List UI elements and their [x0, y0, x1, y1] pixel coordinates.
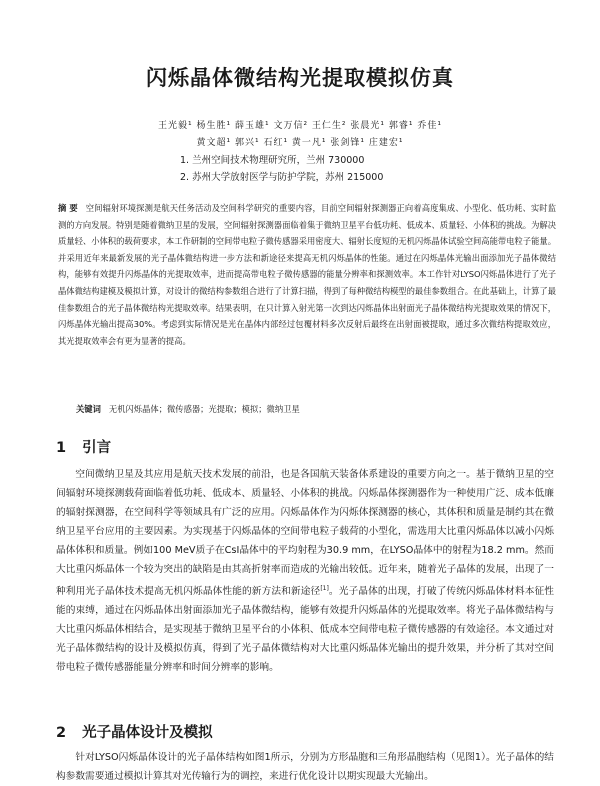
abstract-label: 摘 要	[58, 203, 78, 213]
affiliation-1: 1. 兰州空间技术物理研究所，兰州 730000	[180, 155, 365, 166]
paper-title: 闪烁晶体微结构光提取模拟仿真	[146, 66, 454, 90]
keywords	[76, 403, 556, 415]
keywords-text: 无机闪烁晶体；微传感器；光提取；模拟；微纳卫星	[108, 404, 300, 414]
introduction-paragraph	[56, 465, 554, 677]
section-number: 2	[56, 725, 67, 741]
affiliation-2: 2. 苏州大学放射医学与防护学院，苏州 215000	[180, 172, 384, 183]
section-title: 光子晶体设计及模拟	[82, 725, 213, 741]
abstract	[58, 200, 556, 349]
author-list-line-1: 王光毅¹ 杨生胜¹ 薛玉雄¹ 文万信² 王仁生² 张晨光¹ 郭睿¹ 乔佳¹	[158, 121, 442, 131]
section-title: 引言	[82, 440, 112, 456]
paragraph-text: 针对LYSO闪烁晶体设计的光子晶体结构如图1所示，分别为方形晶胞和三角形晶胞结构（见图1）。光子晶体的结构参数需要通过模拟计算其对光传输行为的调控，来进行优化设计以期实现最大光输出。	[56, 752, 554, 782]
abstract-text: 空间辐射环境探测是航天任务活动及空间科学研究的重要内容，目前空间辐射探测器正向着高度集成、小型化、低功耗、实时监测的方向发展。特别是随着微纳卫星的发展，空间辐射探测器面临着集于微纳卫星平台低功耗、低成本、质量轻、小体积的挑战。为解决质量轻、小体积的载荷要求，本工作研制的空间带电粒子微传感器采用密度大、辐射长度短的无机闪烁晶体试验空间高能带电粒子能量。并采用近年来最新发展的光子晶体微结构进一步方法和新途径来提高无机闪烁晶体的性能。通过在闪烁晶体光输出面添加光子晶体微结构，能够有效提升闪烁晶体的光提取效率，进而提高带电粒子微传感器的能量分辨率和探测效率。本工作针对LYSO闪烁晶体进行了光子晶体微结构建模及模拟计算，对设计的微结构参数组合进行了计算扫描，得到了每种微结构模型的最佳参数组合。在此基础上，计算了最佳参数组合的光子晶体微结构光提取效率。结果表明，在只计算入射光第一次到达闪烁晶体出射面光子晶体微结构光提取效果的情况下，闪烁晶体光输出提高30%。考虑到实际情况是光在晶体内部经过包覆材料多次反射后最终在出射面被提取，通过多次微结构提取效应，其光提取效率会有更为显著的提高。	[58, 203, 556, 346]
author-list-line-2: 黄文超¹ 郭兴¹ 石红¹ 黄一凡¹ 张剑锋¹ 庄建宏¹	[196, 138, 404, 148]
section-number: 1	[56, 440, 67, 456]
section-heading-photonic-crystal-design	[56, 721, 213, 742]
citation-ref: [1]	[320, 585, 329, 592]
section-heading-introduction	[56, 436, 111, 457]
design-paragraph	[56, 748, 554, 786]
paragraph-text: 空间微纳卫星及其应用是航天技术发展的前沿，也是各国航天装备体系建设的重要方向之一。基于微纳卫星的空间辐射环境探测载荷面临着低功耗、低成本、质量轻、小体积的挑战。闪烁晶体探测器作为一种使用广泛、成本低廉的辐射探测器，在空间科学等领域具有广泛的应用。闪烁晶体作为闪烁体探测器的核心，其体积和质量是制约其在微纳卫星平台应用的主要因素。为实现基于闪烁晶体的空间带电粒子载荷的小型化，需选用大比重闪烁晶体以减小闪烁晶体体积和质量。例如100 MeV质子在CsI晶体中的平均射程为30.9 mm，在LYSO晶体中的射程为18.2 mm。然而大比重闪烁晶体一个较为突出的缺陷是由其高折射率而造成的光输出较低。近年来，随着光子晶体的发展，出现了一种利用光子晶体技术提高无机闪烁晶体性能的新方法和新途径	[56, 469, 554, 598]
paragraph-text-continued: 。光子晶体的出现，打破了传统闪烁晶体材料本征性能的束缚，通过在闪烁晶体出射面添加光子晶体微结构，能够有效提升闪烁晶体的光提取效率。将光子晶体微结构与大比重闪烁晶体相结合，是实现基于微纳卫星平台的小体积、低成本空间带电粒子微传感器的有效途径。本文通过对光子晶体微结构的设计及模拟仿真，得到了光子晶体微结构对大比重闪烁晶体光输出的提升效果，并分析了其对空间带电粒子微传感器能量分辨率和时间分辨率的影响。	[56, 586, 554, 674]
keywords-label: 关键词	[76, 404, 101, 414]
